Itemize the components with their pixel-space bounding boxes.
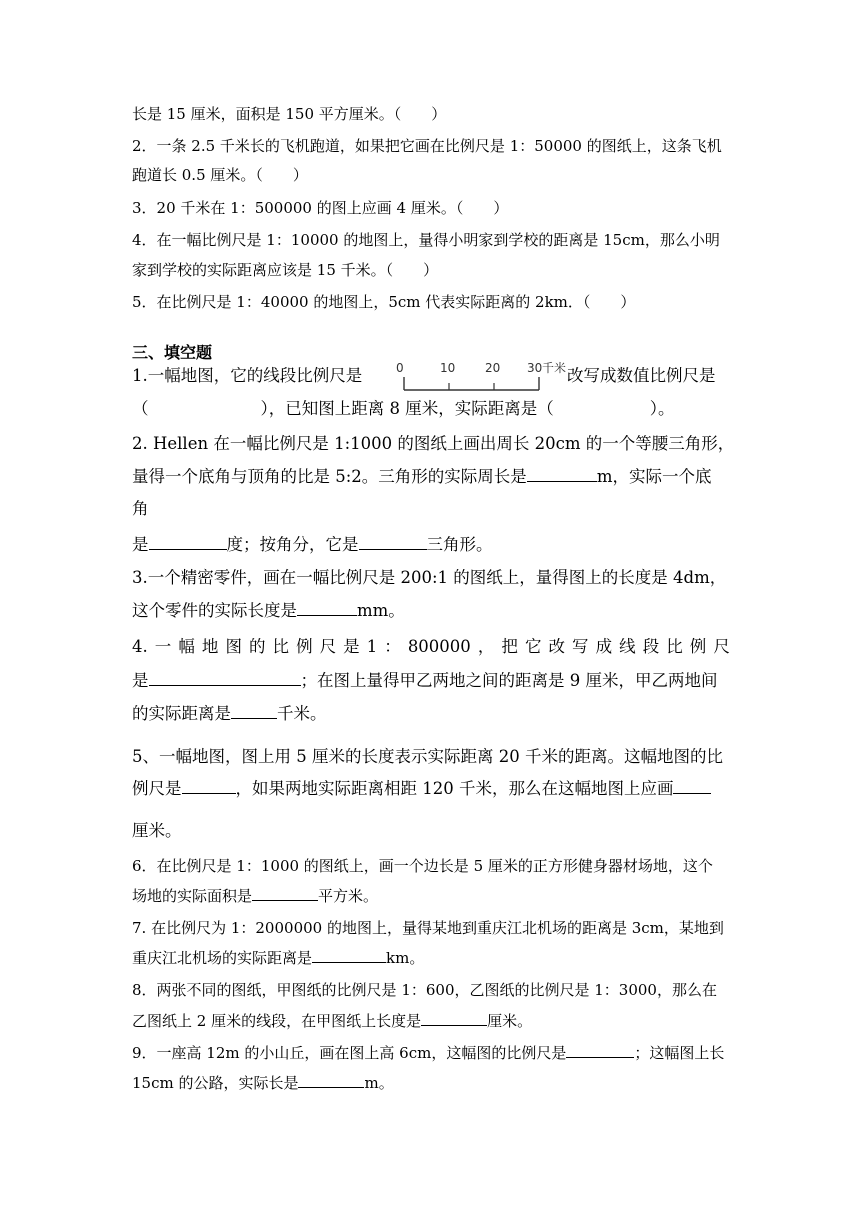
- fill-q3-line2: 这个零件的实际长度是 mm。: [132, 601, 405, 620]
- answer-blank[interactable]: [312, 948, 386, 963]
- fill-q1-line1-right: 改写成数值比例尺是: [567, 366, 716, 385]
- judge-q3: 3．20 千米在 1：500000 的图上应画 4 厘米。（ ）: [132, 199, 509, 217]
- line-scale-bar: [396, 361, 576, 393]
- fill-q6-line1: 6．在比例尺是 1：1000 的图纸上，画一个边长是 5 厘米的正方形健身器材场地，这个: [132, 857, 713, 875]
- answer-blank[interactable]: [298, 1073, 364, 1088]
- fill-q4-line2: 是 ；在图上量得甲乙两地之间的距离是 9 厘米，甲乙两地间: [132, 671, 718, 690]
- answer-blank[interactable]: [149, 671, 301, 686]
- fill-q2-line4: 是 度；按角分，它是 三角形。: [132, 535, 493, 554]
- judge-q2-line2: 跑道长 0.5 厘米。（ ）: [132, 166, 308, 184]
- judge-q2-line1: 2．一条 2.5 千米长的飞机跑道，如果把它画在比例尺是 1：50000 的图纸上，这条飞机: [132, 137, 722, 155]
- fill-q1-line2: （ ），已知图上距离 8 厘米，实际距离是（ ）。: [132, 399, 675, 418]
- judge-q1-continued: 长是 15 厘米，面积是 150 平方厘米。（ ）: [132, 105, 447, 123]
- answer-blank[interactable]: [359, 535, 427, 550]
- answer-blank[interactable]: [673, 779, 711, 794]
- fill-q8-line1: 8．两张不同的图纸，甲图纸的比例尺是 1：600，乙图纸的比例尺是 1：3000，那么在: [132, 981, 717, 999]
- judge-q4-line2: 家到学校的实际距离应该是 15 千米。（ ）: [132, 261, 439, 279]
- answer-blank[interactable]: [297, 601, 357, 616]
- fill-q8-line2: 乙图纸上 2 厘米的线段，在甲图纸上长度是 厘米。: [132, 1012, 533, 1030]
- answer-blank[interactable]: [231, 704, 277, 719]
- fill-q7-line1: 7. 在比例尺为 1：2000000 的地图上，量得某地到重庆江北机场的距离是 3cm，某地到: [132, 919, 724, 937]
- fill-q5-line2: 例尺是 ，如果两地实际距离相距 120 千米，那么在这幅地图上应画: [132, 779, 711, 799]
- answer-blank[interactable]: [252, 886, 318, 901]
- scale-tick-label: 20: [485, 361, 501, 375]
- answer-blank[interactable]: [421, 1011, 487, 1026]
- fill-q6-line2: 场地的实际面积是 平方米。: [132, 887, 379, 905]
- answer-blank[interactable]: [149, 535, 227, 550]
- judge-q5: 5．在比例尺是 1：40000 的地图上，5cm 代表实际距离的 2km．（ ）: [132, 293, 636, 311]
- scale-tick-label: 0: [396, 361, 404, 375]
- scale-unit-label: 千米: [542, 361, 567, 375]
- fill-q3-line1: 3.一个精密零件，画在一幅比例尺是 200:1 的图纸上，量得图上的长度是 4dm，: [132, 568, 727, 587]
- scale-tick-label: 10: [440, 361, 456, 375]
- fill-q2-line1: 2. Hellen 在一幅比例尺是 1:1000 的图纸上画出周长 20cm 的一个等腰三角形，: [132, 434, 735, 453]
- answer-blank[interactable]: [182, 779, 236, 794]
- fill-q4-line3: 的实际距离是 千米。: [132, 704, 327, 723]
- answer-blank[interactable]: [527, 467, 597, 482]
- fill-q9-line1: 9．一座高 12m 的小山丘，画在图上高 6cm，这幅图的比例尺是 ；这幅图上长: [132, 1044, 725, 1062]
- answer-blank[interactable]: [566, 1043, 634, 1058]
- fill-q2-line3: 角: [132, 499, 149, 518]
- fill-q7-line2: 重庆江北机场的实际距离是 km。: [132, 949, 425, 967]
- scale-tick-label: 30: [527, 361, 543, 375]
- section-heading: 三、填空题: [132, 343, 213, 362]
- fill-q1-line1-left: 1.一幅地图，它的线段比例尺是: [132, 366, 363, 385]
- fill-q4-line1: 4. 一 幅 地 图 的 比 例 尺 是 1 ： 800000 ， 把 它 改 写 成 线 段 比 例 尺: [132, 637, 730, 656]
- fill-q5-line1: 5、一幅地图，图上用 5 厘米的长度表示实际距离 20 千米的距离。这幅地图的比: [132, 747, 723, 766]
- fill-q9-line2: 15cm 的公路，实际长是 m。: [132, 1074, 394, 1092]
- fill-q5-line3: 厘米。: [132, 821, 182, 840]
- fill-q2-line2: 量得一个底角与顶角的比是 5:2。三角形的实际周长是 m，实际一个底: [132, 467, 712, 486]
- judge-q4-line1: 4．在一幅比例尺是 1：10000 的地图上，量得小明家到学校的距离是 15cm，那么小明: [132, 231, 720, 249]
